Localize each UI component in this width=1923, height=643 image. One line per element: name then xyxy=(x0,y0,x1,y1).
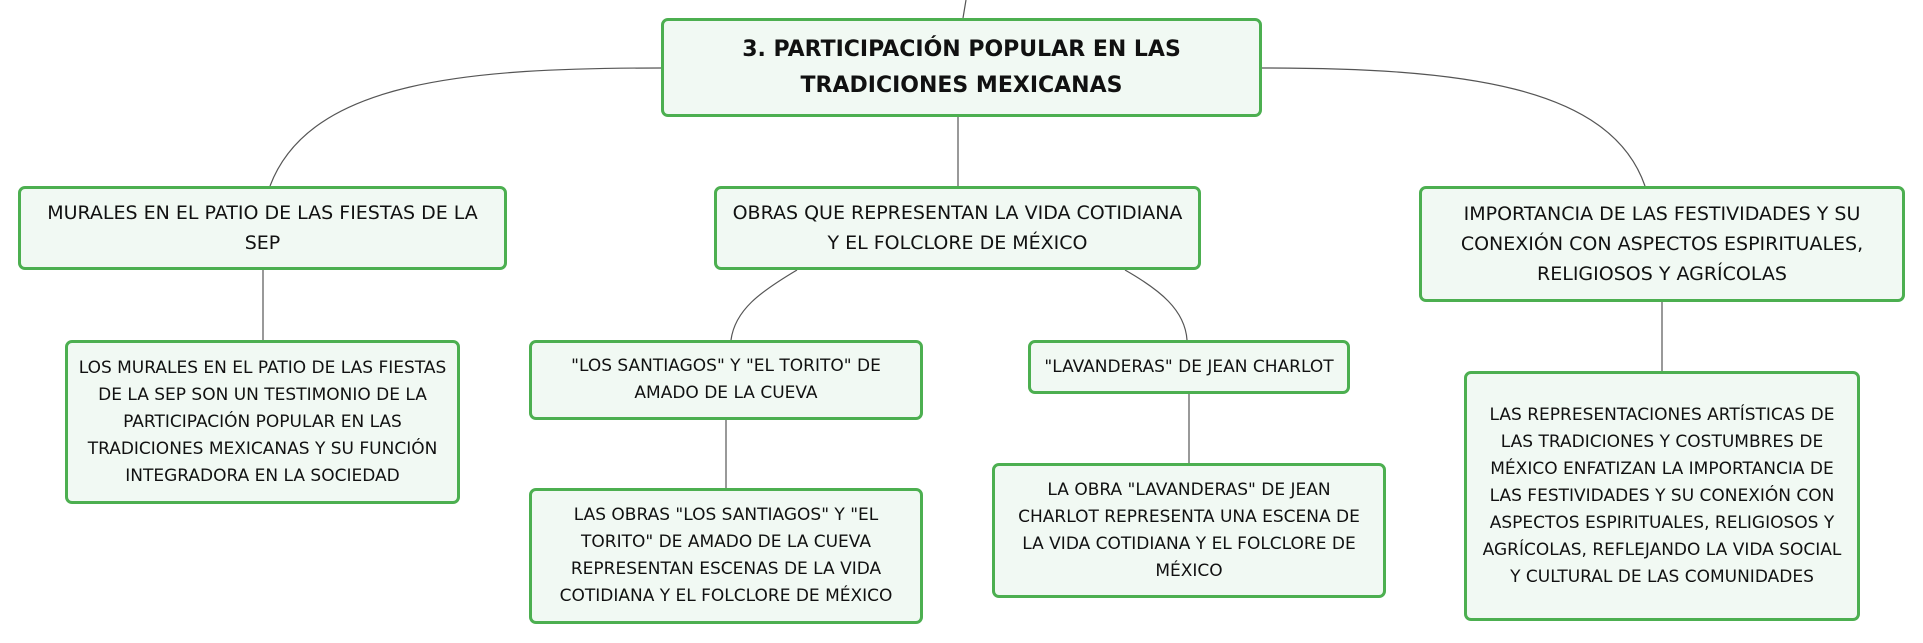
sub-node-santiagos-torito-label: "LOS SANTIAGOS" Y "EL TORITO" DE AMADO DE LA CUEVA xyxy=(571,356,881,403)
branch-node-importancia[interactable] xyxy=(1419,186,1905,302)
leaf-node-murales-summary-label: LOS MURALES EN EL PATIO DE LAS FIESTAS DE LA SEP SON UN TESTIMONIO DE LA PARTICIPACIÓN POPULAR EN LAS TRADICIONES MEXICANAS Y SU FUNCIÓN INTEGRADORA EN LA SOCIEDAD xyxy=(78,357,447,486)
branch-node-obras-label: OBRAS QUE REPRESENTAN LA VIDA COTIDIANA Y EL FOLCLORE DE MÉXICO xyxy=(732,202,1183,254)
branch-node-murales[interactable] xyxy=(18,186,507,270)
connector-obras-to-santiagos xyxy=(731,270,797,340)
branch-node-obras[interactable] xyxy=(714,186,1201,270)
leaf-node-santiagos-summary[interactable] xyxy=(529,488,923,624)
leaf-node-murales-summary[interactable] xyxy=(65,340,460,504)
leaf-node-importancia-summary-label: LAS REPRESENTACIONES ARTÍSTICAS DE LAS TRADICIONES Y COSTUMBRES DE MÉXICO ENFATIZAN LA IMPORTANCIA DE LAS FESTIVIDADES Y SU CONEXIÓN CON ASPECTOS ESPIRITUALES, RELIGIOSOS Y AGRÍCOLAS, REFLEJANDO LA VIDA SOCIAL Y CULTURAL DE LAS COMUNIDADES xyxy=(1482,404,1842,587)
leaf-node-lavanderas-summary[interactable] xyxy=(992,463,1386,598)
connector-obras-to-lavanderas xyxy=(1125,270,1187,340)
root-node[interactable] xyxy=(661,18,1262,117)
leaf-node-santiagos-summary-label: LAS OBRAS "LOS SANTIAGOS" Y "EL TORITO" DE AMADO DE LA CUEVA REPRESENTAN ESCENAS DE LA VIDA COTIDIANA Y EL FOLCLORE DE MÉXICO xyxy=(559,505,893,606)
root-node-label: 3. PARTICIPACIÓN POPULAR EN LAS TRADICIONES MEXICANAS xyxy=(742,36,1181,98)
branch-node-importancia-label: IMPORTANCIA DE LAS FESTIVIDADES Y SU CONEXIÓN CON ASPECTOS ESPIRITUALES, RELIGIOSOS Y AGRÍCOLAS xyxy=(1460,203,1864,285)
leaf-node-lavanderas-summary-label: LA OBRA "LAVANDERAS" DE JEAN CHARLOT REPRESENTA UNA ESCENA DE LA VIDA COTIDIANA Y EL FOLCLORE DE MÉXICO xyxy=(1018,479,1360,581)
leaf-node-importancia-summary[interactable] xyxy=(1464,371,1860,621)
connector-root-to-murales xyxy=(270,68,661,186)
branch-node-murales-label: MURALES EN EL PATIO DE LAS FIESTAS DE LA SEP xyxy=(47,202,478,254)
connector-root-to-importancia xyxy=(1262,68,1645,186)
sub-node-lavanderas[interactable] xyxy=(1028,340,1350,394)
sub-node-santiagos-torito[interactable] xyxy=(529,340,923,420)
sub-node-lavanderas-label: "LAVANDERAS" DE JEAN CHARLOT xyxy=(1044,356,1334,377)
connector-parent-to-root xyxy=(963,0,966,18)
